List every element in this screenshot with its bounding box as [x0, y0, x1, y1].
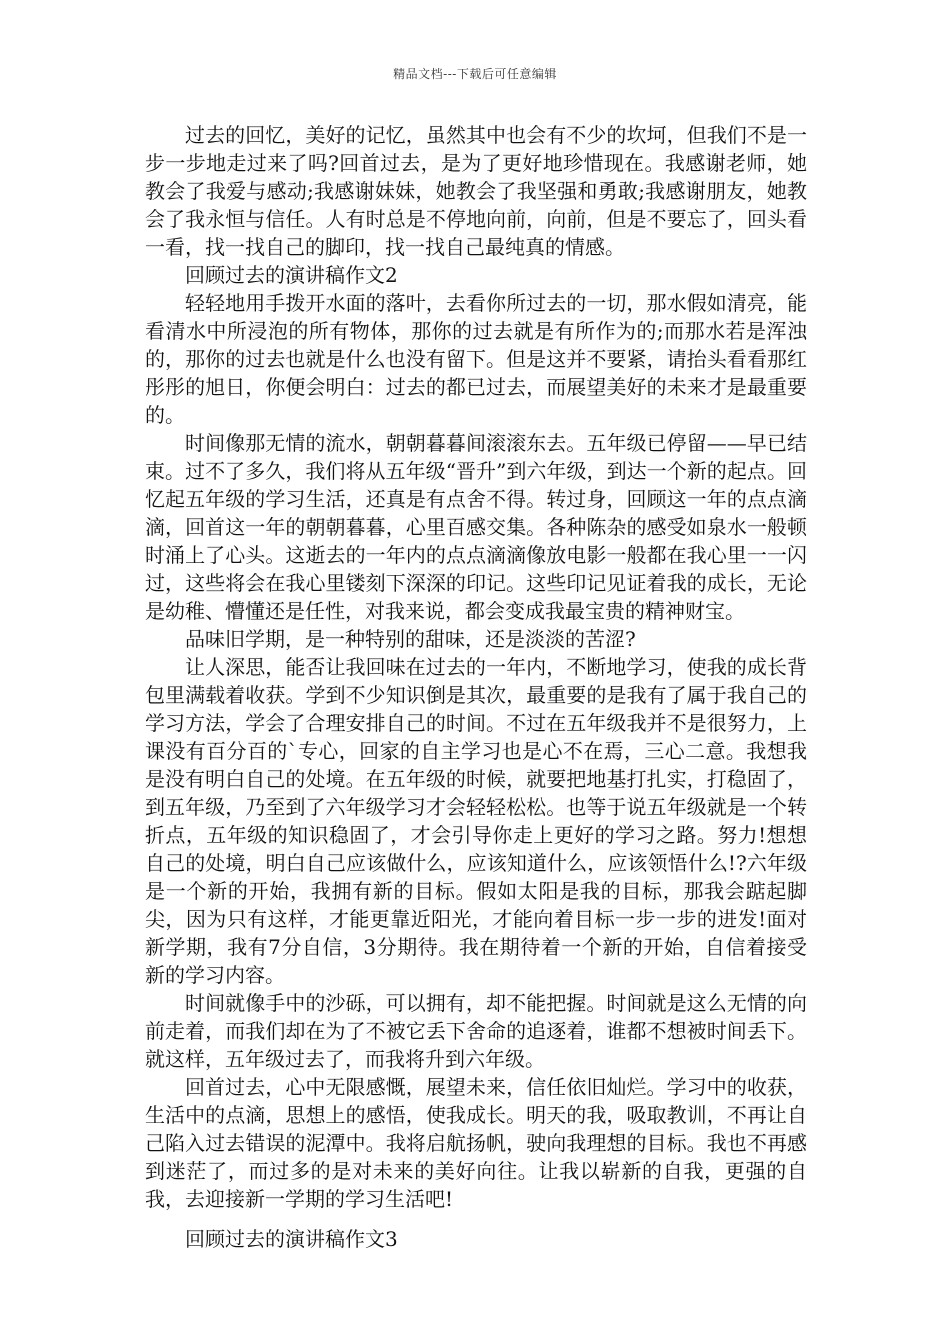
document-body	[145, 121, 807, 1253]
paragraph-1: 过去的回忆，美好的记忆，虽然其中也会有不少的坎坷，但我们不是一步一步地走过来了吗?回首过去，是为了更好地珍惜现在。我感谢老师，她教会了我爱与感动;我感谢妹妹，她教会了我坚强和勇敢;我感谢朋友，她教会了我永恒与信任。人有时总是不停地向前，向前，但是不要忘了，回头看一看，找一找自己的脚印，找一找自己最纯真的情感。	[145, 123, 807, 259]
paragraph-7: 回首过去，心中无限感慨，展望未来，信任依旧灿烂。学习中的收获，生活中的点滴，思想上的感悟，使我成长。明天的我，吸取教训，不再让自己陷入过去错误的泥潭中。我将启航扬帆，驶向我理想的目标。我也不再感到迷茫了，而过多的是对未来的美好向往。让我以崭新的自我，更强的自我，去迎接新一学期的学习生活吧!	[145, 1075, 807, 1211]
paragraph-5: 让人深思，能否让我回味在过去的一年内，不断地学习，使我的成长背包里满载着收获。学到不少知识倒是其次，最重要的是我有了属于我自己的学习方法，学会了合理安排自己的时间。不过在五年级我并不是很努力，上课没有百分百的`专心，回家的自主学习也是心不在焉，三心二意。我想我是没有明白自己的处境。在五年级的时候，就要把地基打扎实，打稳固了，到五年级，乃至到了六年级学习才会轻轻松松。也等于说五年级就是一个转折点，五年级的知识稳固了，才会引导你走上更好的学习之路。努力!想想自己的处境，明白自己应该做什么，应该知道什么，应该领悟什么!?六年级是一个新的开始，我拥有新的目标。假如太阳是我的目标，那我会踮起脚尖，因为只有这样，才能更靠近阳光，才能向着目标一步一步的进发!面对新学期，我有7分自信，3分期待。我在期待着一个新的开始，自信着接受新的学习内容。	[145, 655, 807, 987]
section-heading-2: 回顾过去的演讲稿作文2	[185, 263, 398, 287]
page-header: 精品文档---下载后可任意编辑	[393, 67, 557, 81]
paragraph-3: 时间像那无情的流水，朝朝暮暮间滚滚东去。五年级已停留——早已结束。过不了多久，我们将从五年级“晋升”到六年级，到达一个新的起点。回忆起五年级的学习生活，还真是有点舍不得。转过身，回顾这一年的点点滴滴，回首这一年的朝朝暮暮，心里百感交集。各种陈杂的感受如泉水一般顿时涌上了心头。这逝去的一年内的点点滴滴像放电影一般都在我心里一一闪过，这些将会在我心里镂刻下深深的印记。这些印记见证着我的成长，无论是幼稚、懵懂还是任性，对我来说，都会变成我最宝贵的精神财宝。	[145, 431, 807, 623]
section-heading-3: 回顾过去的演讲稿作文3	[185, 1227, 398, 1251]
paragraph-2: 轻轻地用手拨开水面的落叶，去看你所过去的一切，那水假如清亮，能看清水中所浸泡的所有物体，那你的过去就是有所作为的;而那水若是浑浊的，那你的过去也就是什么也没有留下。但是这并不要紧，请抬头看看那红彤彤的旭日，你便会明白：过去的都已过去，而展望美好的未来才是最重要的。	[145, 291, 807, 427]
paragraph-4: 品味旧学期，是一种特别的甜味，还是淡淡的苦涩?	[185, 627, 636, 651]
paragraph-6: 时间就像手中的沙砾，可以拥有，却不能把握。时间就是这么无情的向前走着，而我们却在为了不被它丢下舍命的追逐着，谁都不想被时间丢下。就这样，五年级过去了，而我将升到六年级。	[145, 991, 807, 1071]
